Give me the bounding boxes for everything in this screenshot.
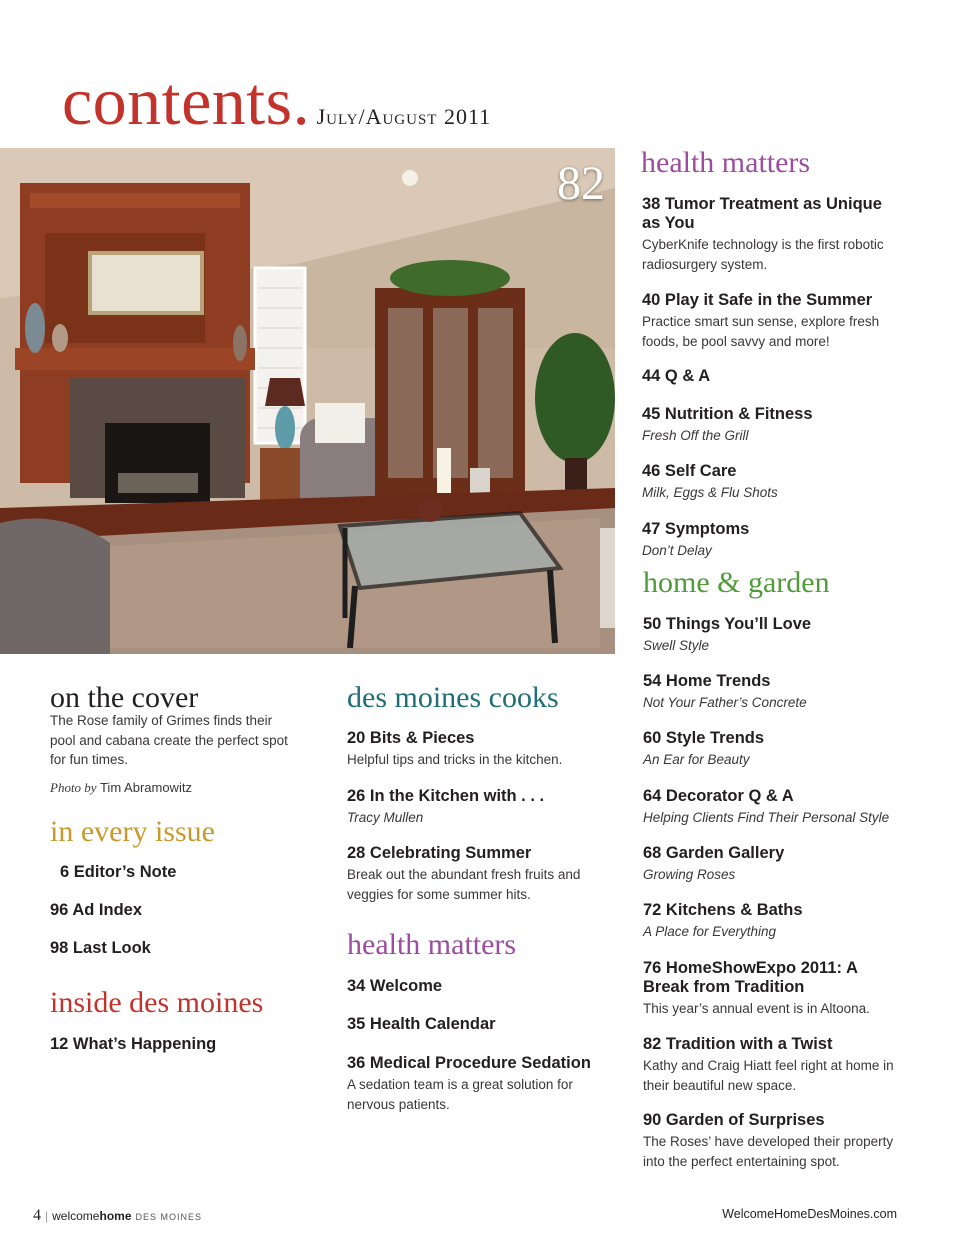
entry-desc: CyberKnife technology is the first robotic radiosurgery system. (642, 237, 884, 272)
toc-entry[interactable] (50, 939, 151, 958)
entry-title: 6 Editor’s Note (60, 863, 177, 881)
entry-title: 46 Self Care (642, 462, 737, 480)
toc-entry[interactable] (642, 195, 897, 274)
toc-entry[interactable] (642, 291, 897, 351)
entry-title: 34 Welcome (347, 977, 443, 995)
entry-title: 64 Decorator Q & A (643, 787, 794, 805)
page-header (62, 62, 492, 139)
photo-page-number: 82 (557, 157, 605, 210)
home-garden-heading: home & garden (643, 566, 830, 599)
toc-entry[interactable] (50, 901, 142, 920)
toc-entry[interactable] (347, 1054, 607, 1114)
entry-title: 35 Health Calendar (347, 1015, 496, 1033)
toc-entry[interactable] (643, 672, 903, 713)
page-number: 4 (33, 1207, 41, 1224)
toc-entry[interactable] (643, 901, 903, 942)
entry-title: 60 Style Trends (643, 729, 765, 747)
entry-desc: Kathy and Craig Hiatt feel right at home in their beautiful new space. (643, 1058, 894, 1093)
entry-title: 40 Play it Safe in the Summer (642, 291, 873, 309)
footer-separator: | (45, 1209, 49, 1223)
entry-desc: Don’t Delay (642, 543, 712, 558)
toc-entry[interactable] (643, 959, 893, 1019)
health-heading-right: health matters (641, 146, 811, 179)
entry-title: 90 Garden of Surprises (643, 1111, 825, 1129)
entry-title: 44 Q & A (642, 367, 711, 385)
entry-title: 96 Ad Index (50, 901, 142, 919)
entry-desc: Tracy Mullen (347, 810, 424, 825)
toc-entry[interactable] (643, 1111, 903, 1171)
entry-title: 47 Symptoms (642, 520, 750, 538)
living-room-illustration (0, 148, 615, 654)
entry-title: 82 Tradition with a Twist (643, 1035, 833, 1053)
entry-title: 45 Nutrition & Fitness (642, 405, 813, 423)
toc-entry[interactable] (347, 729, 607, 770)
brand-home: home (99, 1209, 132, 1223)
entry-desc: Swell Style (643, 638, 710, 653)
cooks-heading: des moines cooks (347, 681, 559, 714)
entry-desc: An Ear for Beauty (643, 752, 750, 767)
entry-desc: Not Your Father’s Concrete (643, 695, 807, 710)
cover-heading: on the cover (50, 681, 199, 714)
toc-entry[interactable] (643, 729, 903, 770)
entry-desc: Helpful tips and tricks in the kitchen. (347, 752, 563, 767)
photo-credit (50, 780, 192, 796)
entry-title: 28 Celebrating Summer (347, 844, 532, 862)
entry-title: 26 In the Kitchen with . . . (347, 787, 545, 805)
credit-name: Tim Abramowitz (99, 780, 192, 795)
toc-entry[interactable] (60, 863, 176, 882)
toc-entry[interactable] (643, 787, 913, 828)
toc-entry[interactable] (50, 1035, 216, 1054)
toc-entry[interactable] (347, 1015, 496, 1034)
entry-desc: Helping Clients Find Their Personal Style (643, 810, 890, 825)
entry-title: 36 Medical Procedure Sedation (347, 1054, 591, 1072)
toc-entry[interactable] (643, 844, 903, 885)
toc-entry[interactable] (643, 615, 903, 656)
brand-welcome: welcome (52, 1209, 100, 1223)
entry-desc: Practice smart sun sense, explore fresh foods, be pool savvy and more! (642, 314, 880, 349)
entry-title: 54 Home Trends (643, 672, 771, 690)
entry-title: 68 Garden Gallery (643, 844, 785, 862)
health-heading-mid: health matters (347, 928, 517, 961)
toc-entry[interactable] (642, 462, 897, 503)
entry-title: 72 Kitchens & Baths (643, 901, 803, 919)
entry-title: 12 What’s Happening (50, 1035, 217, 1053)
cover-photo (0, 148, 615, 654)
toc-entry[interactable] (347, 787, 607, 828)
entry-desc: Milk, Eggs & Flu Shots (642, 485, 778, 500)
entry-title: 50 Things You’ll Love (643, 615, 812, 633)
page-title: contents. (62, 63, 311, 139)
entry-title: 20 Bits & Pieces (347, 729, 475, 747)
issue-date: July/August 2011 (316, 104, 492, 129)
footer-brand (33, 1207, 202, 1225)
every-issue-heading: in every issue (50, 815, 215, 848)
cover-description: The Rose family of Grimes finds their pool and cabana create the perfect spot for fun times. (50, 713, 288, 767)
entry-desc: A sedation team is a great solution for nervous patients. (347, 1077, 573, 1112)
toc-entry[interactable] (643, 1035, 903, 1095)
entry-title: 38 Tumor Treatment as Unique as You (642, 195, 882, 232)
entry-desc: Fresh Off the Grill (642, 428, 749, 443)
footer-url[interactable]: WelcomeHomeDesMoines.com (722, 1207, 897, 1221)
entry-desc: The Roses’ have developed their property into the perfect entertaining spot. (643, 1134, 894, 1169)
entry-desc: Growing Roses (643, 867, 736, 882)
inside-heading: inside des moines (50, 986, 264, 1019)
toc-entry[interactable] (347, 844, 607, 904)
entry-desc: A Place for Everything (643, 924, 777, 939)
brand-city: DES MOINES (135, 1212, 203, 1222)
toc-entry[interactable] (642, 405, 897, 446)
toc-entry[interactable] (642, 367, 710, 386)
entry-desc: Break out the abundant fresh fruits and veggies for some summer hits. (347, 867, 581, 902)
entry-desc: This year’s annual event is in Altoona. (643, 1001, 870, 1016)
toc-entry[interactable] (642, 520, 897, 561)
entry-title: 98 Last Look (50, 939, 151, 957)
toc-entry[interactable] (347, 977, 442, 996)
credit-label: Photo by (50, 780, 97, 795)
entry-title: 76 HomeShowExpo 2011: A Break from Tradition (643, 959, 858, 996)
